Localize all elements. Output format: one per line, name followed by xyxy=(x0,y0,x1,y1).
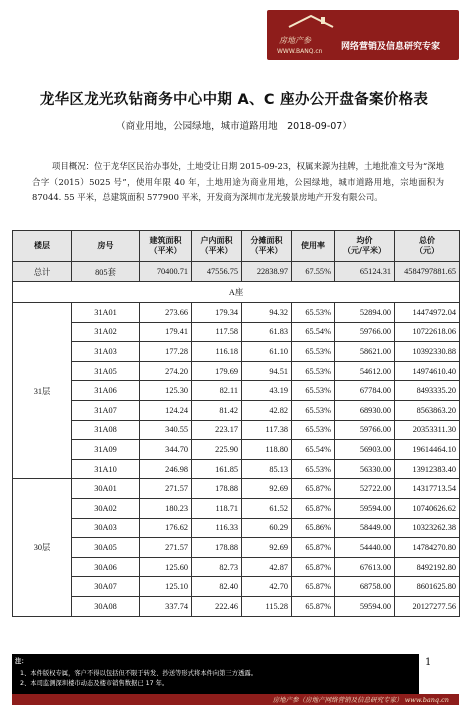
table-cell: 54440.00 xyxy=(335,538,395,558)
table-cell: 8601625.80 xyxy=(395,577,460,597)
table-cell: 344.70 xyxy=(140,440,192,460)
table-row xyxy=(13,557,460,577)
table-cell: 178.88 xyxy=(192,538,242,558)
column-header: 楼层 xyxy=(13,231,72,262)
table-cell: 337.74 xyxy=(140,596,192,616)
room-number-cell: 31A10 xyxy=(72,459,140,479)
table-cell: 271.57 xyxy=(140,538,192,558)
table-row xyxy=(13,479,460,499)
table-row xyxy=(13,381,460,401)
brand-banner xyxy=(267,10,459,60)
table-cell: 19614464.10 xyxy=(395,440,460,460)
table-cell: 85.13 xyxy=(242,459,292,479)
total-cell: 67.55% xyxy=(292,262,335,282)
table-row xyxy=(13,498,460,518)
table-cell: 65.53% xyxy=(292,381,335,401)
table-cell: 65.54% xyxy=(292,322,335,342)
room-number-cell: 30A07 xyxy=(72,577,140,597)
room-number-cell: 31A05 xyxy=(72,361,140,381)
table-cell: 65.53% xyxy=(292,342,335,362)
table-cell: 125.30 xyxy=(140,381,192,401)
table-cell: 65.87% xyxy=(292,557,335,577)
column-header: 建筑面积 （平米） xyxy=(140,231,192,262)
page-subtitle: （商业用地，公园绿地，城市道路用地 2018-09-07） xyxy=(116,121,352,132)
table-cell: 246.98 xyxy=(140,459,192,479)
table-cell: 8493335.20 xyxy=(395,381,460,401)
room-number-cell: 30A06 xyxy=(72,557,140,577)
table-cell: 116.33 xyxy=(192,518,242,538)
table-cell: 68930.00 xyxy=(335,400,395,420)
table-cell: 10323262.38 xyxy=(395,518,460,538)
table-cell: 273.66 xyxy=(140,303,192,323)
section-label: A座 xyxy=(13,282,460,303)
table-cell: 180.23 xyxy=(140,498,192,518)
table-header-row xyxy=(13,231,460,262)
footer-band-text: 房地产参（房地产网络营销及信息研究专家） www.banq.cn xyxy=(272,696,449,704)
table-cell: 94.32 xyxy=(242,303,292,323)
house-logo-icon xyxy=(285,13,337,35)
total-cell: 总计 xyxy=(13,262,72,282)
page-number: 1 xyxy=(425,657,432,668)
table-cell: 14317713.54 xyxy=(395,479,460,499)
table-row xyxy=(13,322,460,342)
table-cell: 65.87% xyxy=(292,498,335,518)
table-cell: 42.70 xyxy=(242,577,292,597)
table-cell: 274.20 xyxy=(140,361,192,381)
table-cell: 10392330.88 xyxy=(395,342,460,362)
table-cell: 65.87% xyxy=(292,577,335,597)
footer-notes xyxy=(12,654,419,694)
table-cell: 61.52 xyxy=(242,498,292,518)
table-cell: 58621.00 xyxy=(335,342,395,362)
table-row xyxy=(13,518,460,538)
table-cell: 82.40 xyxy=(192,577,242,597)
room-number-cell: 31A08 xyxy=(72,420,140,440)
table-cell: 65.54% xyxy=(292,440,335,460)
table-cell: 60.29 xyxy=(242,518,292,538)
room-number-cell: 31A02 xyxy=(72,322,140,342)
table-cell: 43.19 xyxy=(242,381,292,401)
table-cell: 115.28 xyxy=(242,596,292,616)
table-cell: 59766.00 xyxy=(335,420,395,440)
table-row xyxy=(13,440,460,460)
table-cell: 271.57 xyxy=(140,479,192,499)
table-cell: 59766.00 xyxy=(335,322,395,342)
room-number-cell: 31A01 xyxy=(72,303,140,323)
table-cell: 10722618.06 xyxy=(395,322,460,342)
logo-url: WWW.BANQ.cn xyxy=(277,48,323,55)
table-cell: 54612.00 xyxy=(335,361,395,381)
total-cell: 70400.71 xyxy=(140,262,192,282)
room-number-cell: 31A06 xyxy=(72,381,140,401)
total-cell: 47556.75 xyxy=(192,262,242,282)
table-cell: 92.69 xyxy=(242,479,292,499)
table-cell: 61.10 xyxy=(242,342,292,362)
table-row xyxy=(13,361,460,381)
total-cell: 4584797881.65 xyxy=(395,262,460,282)
table-cell: 65.53% xyxy=(292,303,335,323)
table-row xyxy=(13,400,460,420)
table-cell: 10740626.62 xyxy=(395,498,460,518)
table-cell: 52722.00 xyxy=(335,479,395,499)
room-number-cell: 30A08 xyxy=(72,596,140,616)
table-cell: 82.11 xyxy=(192,381,242,401)
table-cell: 65.53% xyxy=(292,361,335,381)
table-cell: 8563863.20 xyxy=(395,400,460,420)
table-cell: 118.71 xyxy=(192,498,242,518)
table-cell: 125.60 xyxy=(140,557,192,577)
room-number-cell: 31A09 xyxy=(72,440,140,460)
table-cell: 223.17 xyxy=(192,420,242,440)
table-cell: 65.87% xyxy=(292,538,335,558)
table-cell: 225.90 xyxy=(192,440,242,460)
price-table xyxy=(12,230,460,617)
column-header: 分摊面积 （平米） xyxy=(242,231,292,262)
table-cell: 67613.00 xyxy=(335,557,395,577)
column-header: 均价 （元/平米） xyxy=(335,231,395,262)
room-number-cell: 30A05 xyxy=(72,538,140,558)
floor-cell: 31层 xyxy=(13,303,72,479)
floor-cell: 30层 xyxy=(13,479,72,616)
table-cell: 179.34 xyxy=(192,303,242,323)
table-cell: 178.88 xyxy=(192,479,242,499)
table-cell: 117.58 xyxy=(192,322,242,342)
table-row xyxy=(13,577,460,597)
table-cell: 14784270.80 xyxy=(395,538,460,558)
table-cell: 42.87 xyxy=(242,557,292,577)
table-cell: 118.80 xyxy=(242,440,292,460)
project-overview: 项目概况：位于龙华区民治办事处，土地受让日期 2015-09-23，权属来源为挂牌，土地批准文号为“深地合字（2015）5025 号”，使用年限 40 年，土地用途为商业用地，公园绿地，城市道路用地，宗地面积为 87044. 55 平米，总建筑面积 577900 平米，开发商为深圳市龙光骏景房地产开发有限公司。 xyxy=(32,161,444,203)
table-cell: 94.51 xyxy=(242,361,292,381)
table-cell: 56903.00 xyxy=(335,440,395,460)
section-row xyxy=(13,282,460,303)
table-cell: 65.53% xyxy=(292,459,335,479)
table-row xyxy=(13,303,460,323)
room-number-cell: 31A03 xyxy=(72,342,140,362)
table-cell: 13912383.40 xyxy=(395,459,460,479)
table-cell: 68758.00 xyxy=(335,577,395,597)
table-cell: 65.53% xyxy=(292,400,335,420)
table-row xyxy=(13,459,460,479)
table-cell: 65.87% xyxy=(292,596,335,616)
table-cell: 161.85 xyxy=(192,459,242,479)
table-cell: 8492192.80 xyxy=(395,557,460,577)
table-cell: 92.69 xyxy=(242,538,292,558)
room-number-cell: 30A02 xyxy=(72,498,140,518)
table-cell: 340.55 xyxy=(140,420,192,440)
table-cell: 42.82 xyxy=(242,400,292,420)
table-cell: 56330.00 xyxy=(335,459,395,479)
table-row xyxy=(13,420,460,440)
table-cell: 117.38 xyxy=(242,420,292,440)
total-row xyxy=(13,262,460,282)
table-cell: 81.42 xyxy=(192,400,242,420)
logo-text: 房地产参 xyxy=(279,36,311,45)
note-title: 注： xyxy=(15,658,28,665)
table-cell: 20127277.56 xyxy=(395,596,460,616)
table-cell: 52894.00 xyxy=(335,303,395,323)
table-cell: 59594.00 xyxy=(335,596,395,616)
page-title: 龙华区龙光玖钻商务中心中期 A、C 座办公开盘备案价格表 xyxy=(39,92,429,108)
table-cell: 59594.00 xyxy=(335,498,395,518)
table-cell: 82.73 xyxy=(192,557,242,577)
table-row xyxy=(13,538,460,558)
table-cell: 14974610.40 xyxy=(395,361,460,381)
table-row xyxy=(13,342,460,362)
table-cell: 67784.00 xyxy=(335,381,395,401)
table-cell: 58449.00 xyxy=(335,518,395,538)
room-number-cell: 31A07 xyxy=(72,400,140,420)
brand-tagline: 网络营销及信息研究专家 xyxy=(341,42,441,52)
column-header: 户内面积 （平米） xyxy=(192,231,242,262)
total-cell: 805套 xyxy=(72,262,140,282)
column-header: 总价 （元） xyxy=(395,231,460,262)
total-cell: 65124.31 xyxy=(335,262,395,282)
table-cell: 179.69 xyxy=(192,361,242,381)
table-cell: 222.46 xyxy=(192,596,242,616)
table-cell: 176.62 xyxy=(140,518,192,538)
table-row xyxy=(13,596,460,616)
column-header: 房号 xyxy=(72,231,140,262)
room-number-cell: 30A03 xyxy=(72,518,140,538)
table-cell: 61.83 xyxy=(242,322,292,342)
column-header: 使用率 xyxy=(292,231,335,262)
footer-note: 2、本司监测深圳楼市动态及楼市销售数据已 17 年。 xyxy=(20,680,169,687)
total-cell: 22838.97 xyxy=(242,262,292,282)
table-cell: 124.24 xyxy=(140,400,192,420)
table-cell: 20353311.30 xyxy=(395,420,460,440)
table-cell: 14474972.04 xyxy=(395,303,460,323)
table-cell: 177.28 xyxy=(140,342,192,362)
table-cell: 179.41 xyxy=(140,322,192,342)
table-cell: 65.86% xyxy=(292,518,335,538)
table-cell: 116.18 xyxy=(192,342,242,362)
footer-note: 1、本件版权专属，客户不得以包括但不限于转发、抄送等形式将本件向第三方透露。 xyxy=(20,670,257,677)
footer-band xyxy=(12,694,459,705)
table-cell: 65.87% xyxy=(292,479,335,499)
table-cell: 125.10 xyxy=(140,577,192,597)
room-number-cell: 30A01 xyxy=(72,479,140,499)
table-cell: 65.53% xyxy=(292,420,335,440)
